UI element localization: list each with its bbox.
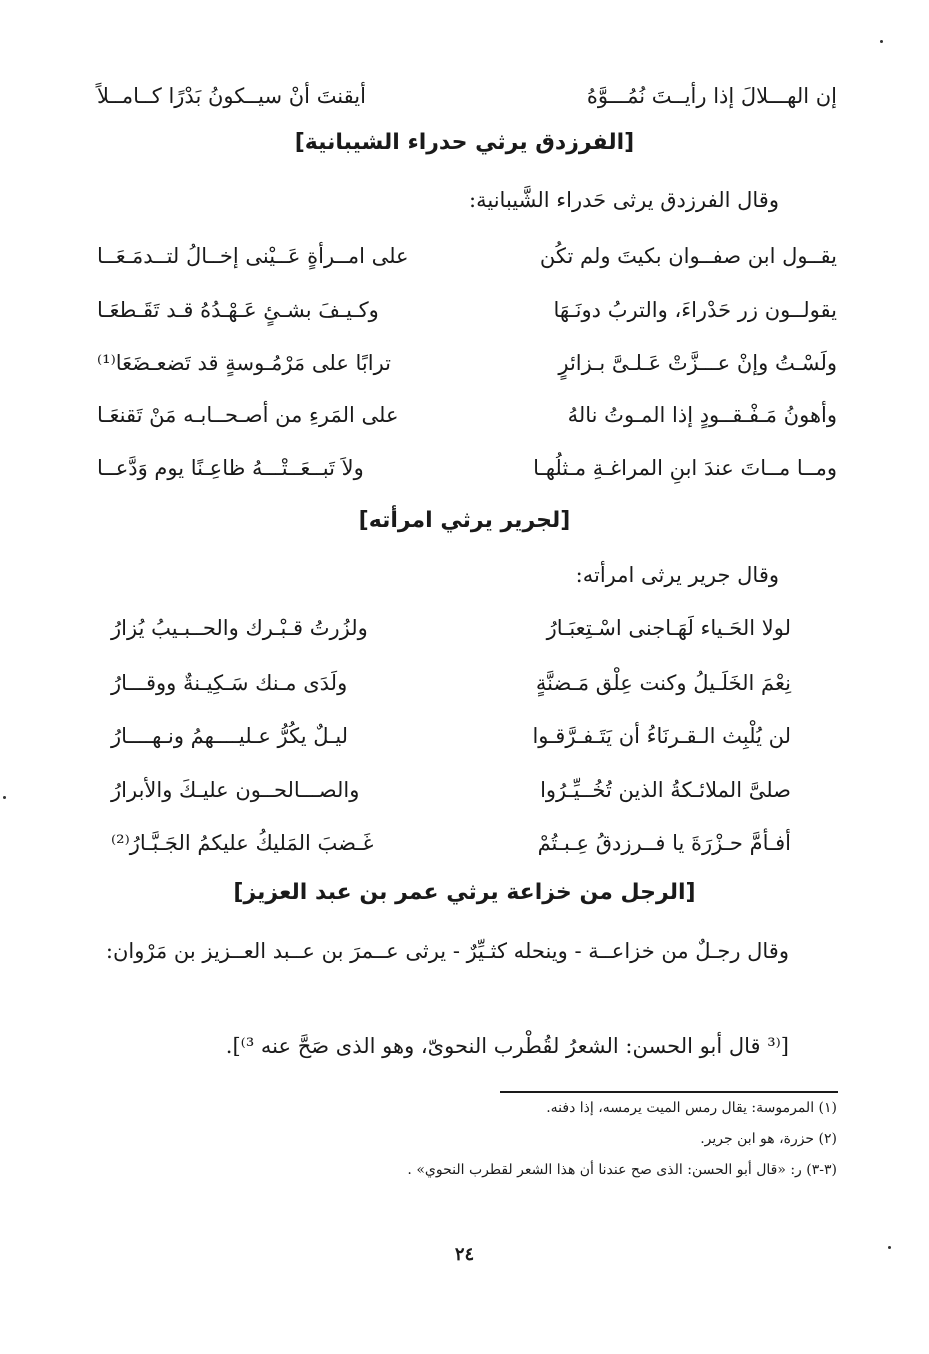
verse-second-hemistich: على المَرءِ من أصـحــابـه مَنْ تَقنعَـا	[97, 403, 399, 427]
footnote: (٣-٣) ر: «قال أبو الحسن: الذى صح عندنا أن هذا الشعر لقطرب النحوي» .	[407, 1162, 837, 1178]
footnote: (٢) حزرة، هو ابن جرير.	[700, 1131, 837, 1147]
verse-first-hemistich: إن الهـــلالَ إذا رأيــتَ نُمُـــوَّهُ	[586, 84, 837, 108]
scan-speck	[3, 796, 6, 799]
verse-second-hemistich: وكـيـفَ بشـئٍ عَـهْـدُهُ قـد تَقَـطعَـا	[97, 298, 379, 322]
page-number: ٢٤	[454, 1244, 475, 1265]
verse-second-hemistich: ولَدَى مـنك سَـكِيـنةٌ ووقـــارُ	[111, 671, 348, 695]
verse-line	[111, 610, 791, 646]
footnote: (١) المرموسة: يقال رمس الميت يرمسه، إذا دفنه.	[546, 1100, 837, 1116]
verse-line	[97, 238, 837, 274]
verse-second-hemistich: أيقنتَ أنْ سيــكونُ بَدْرًا كــامــلاً	[97, 84, 366, 108]
scan-speck	[880, 40, 883, 43]
section-prose-khuzaa: وقال رجـلٌ من خزاعــة - وينحله كثـيِّرٌ - يرثى عــمرَ بن عــبد العــزيز بن مَرْوان:	[105, 939, 789, 963]
verse-second-hemistich: ترابًا على مَرْمُـوسةٍ قد تَضعـضَعَا⁽¹⁾	[97, 351, 392, 375]
verse-first-hemistich: ولَسْـتُ وإنْ عـــزَّتْ عَـلـىَّ بـزائرٍ	[558, 351, 837, 375]
verse-second-hemistich: والصـــالحــون عليـكَ والأبرارُ	[111, 778, 360, 802]
verse-second-hemistich: ولاَ تَبــعَــتْـــهُ ظاعِـنًا يوم وَدَّعــا	[97, 456, 364, 480]
verse-first-hemistich: يقــول ابن صفــوان بكيتَ ولم تكُن	[539, 244, 837, 268]
verse-line	[111, 772, 791, 808]
verse-first-hemistich: نِعْمَ الخَلَـيلُ وكنت عِلْق مَـضنَّةٍ	[535, 671, 791, 695]
verse-line	[97, 292, 837, 328]
verse-line	[97, 345, 837, 381]
verse-line	[111, 825, 791, 861]
scan-speck	[888, 1246, 891, 1249]
verse-first-hemistich: أفـأمَّ حـزْرَةَ يا فــرزدقُ عِـبـتُمْ	[537, 831, 791, 855]
section-intro-farazdaq: وقال الفرزدق يرثى حَدراء الشَّيبانية:	[469, 188, 779, 212]
section-heading-farazdaq: [الفرزدق يرثي حدراء الشيبانية]	[294, 130, 635, 155]
verse-first-hemistich: يقولــون زر حَدْراءَ، والتربُ دونَـهَا	[553, 298, 837, 322]
verse-first-hemistich: وأهونُ مَـفْـقــودٍ إذا المـوتُ نالهُ	[567, 403, 837, 427]
verse-line	[111, 665, 791, 701]
verse-line	[111, 718, 791, 754]
footnote-divider	[500, 1091, 838, 1093]
verse-first-hemistich: لولا الحَـياء لَهَـاجنى اسْـتِعبَـارُ	[546, 616, 791, 640]
verse-second-hemistich: غَـضبَ المَليكُ عليكمُ الجَـبَّـارُ⁽²⁾	[111, 831, 374, 855]
section-note-line: [⁽³ قال أبو الحسن: الشعرُ لقُطْرب النحوىّ، وهو الذى صَحَّ عنه ³⁾].	[225, 1034, 789, 1058]
verse-first-hemistich: لن يُلْبِث الـقـرنَاءُ أن يَتَـفـرَّقـوا	[532, 724, 791, 748]
verse-line	[97, 450, 837, 486]
verse-first-hemistich: صلىَّ الملائـكةُ الذين تُخُــيِّـرُوا	[540, 778, 791, 802]
verse-second-hemistich: على امــرأةٍ عَــيْنى إخــالُ لتــدمَـعَــا	[97, 244, 409, 268]
section-heading-khuzaa: [الرجل من خزاعة يرثي عمر بن عبد العزيز]	[233, 880, 696, 905]
verse-second-hemistich: ليـلٌ يكُرُّ عـليــــهمُ ونـهــــارُ	[111, 724, 349, 748]
opening-verse	[97, 78, 837, 114]
section-heading-jarir: [لجرير يرثي امرأته]	[358, 508, 571, 533]
verse-line	[97, 397, 837, 433]
verse-second-hemistich: ولزُرتُ قـبْـرك والحــبـيبُ يُزارُ	[111, 616, 368, 640]
section-intro-jarir: وقال جرير يرثى امرأته:	[575, 563, 779, 587]
verse-first-hemistich: ومــا مــاتَ عندَ ابنِ المراغـةِ مـثلُهـا	[533, 456, 837, 480]
